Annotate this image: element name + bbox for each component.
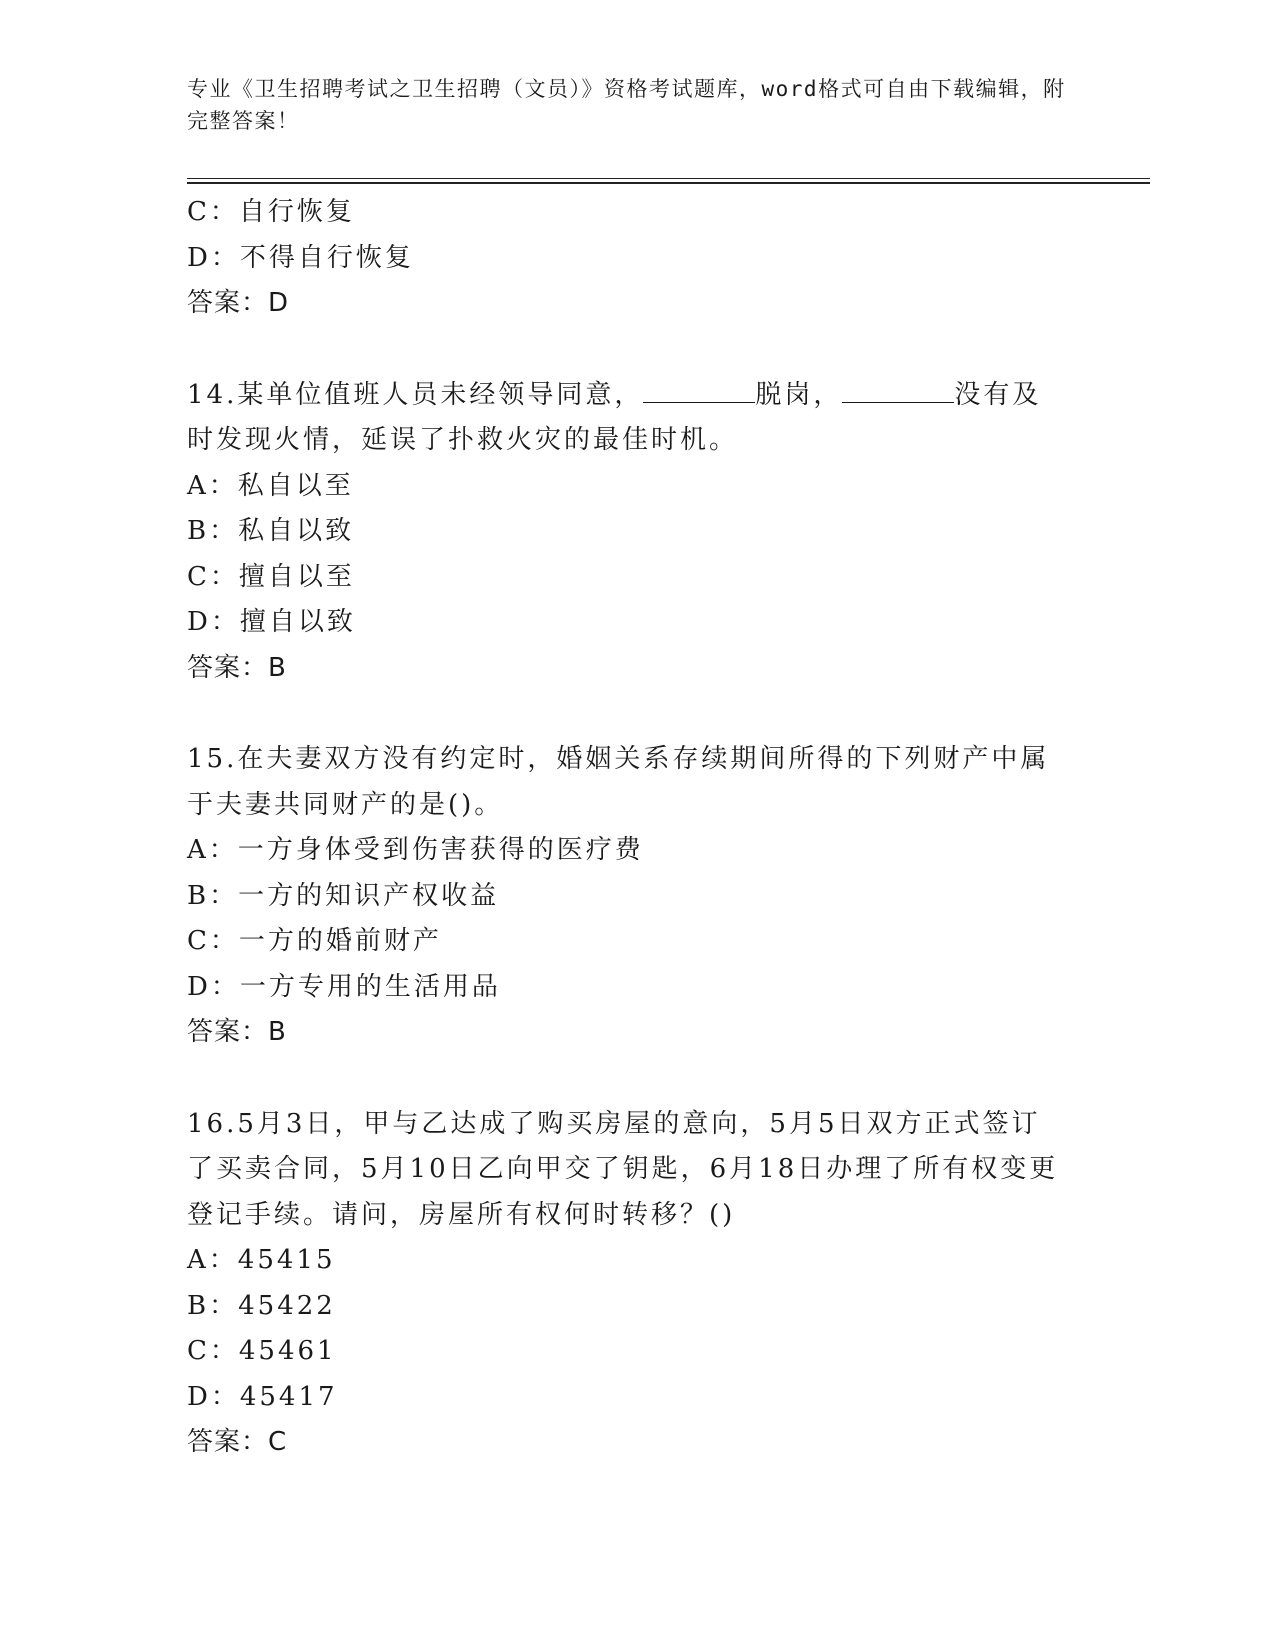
question-content — [187, 190, 1087, 1466]
option-d: D：45417 — [187, 1381, 338, 1412]
option-a: A：私自以至 — [187, 470, 354, 501]
fill-blank-2 — [842, 376, 954, 403]
option-c: C：自行恢复 — [187, 197, 355, 227]
option-b: B：私自以致 — [187, 516, 355, 546]
option-d: D：一方专用的生活用品 — [187, 971, 501, 1002]
answer-line: 答案：B — [187, 1017, 287, 1047]
option-b: B：一方的知识产权收益 — [187, 880, 500, 911]
question-16 — [187, 1102, 1087, 1466]
question-stem: 15.在夫妻双方没有约定时，婚姻关系存续期间所得的下列财产中属于夫妻共同财产的是()。 — [187, 744, 1050, 820]
option-c: C：一方的婚前财产 — [187, 926, 442, 956]
stem-part-c: 没有及时发现火情，延误了扑救火灾的最佳时机。 — [187, 379, 1042, 455]
option-c: C：擅自以至 — [187, 561, 355, 592]
option-c: C：45461 — [187, 1336, 337, 1366]
document-header: 专业《卫生招聘考试之卫生招聘（文员）》资格考试题库，word格式可自由下载编辑，附完整答案！ — [187, 77, 1066, 133]
option-b: B：45422 — [187, 1290, 336, 1321]
header-divider-thick — [187, 182, 1150, 184]
answer-line: 答案：B — [187, 652, 287, 683]
stem-part-a: 14.某单位值班人员未经领导同意， — [187, 379, 644, 410]
answer-line: 答案：D — [187, 288, 290, 318]
stem-part-b: 脱岗， — [755, 379, 843, 410]
answer-line: 答案：C — [187, 1427, 288, 1457]
option-d: D：擅自以致 — [187, 607, 356, 637]
option-a: A：45415 — [187, 1245, 336, 1275]
fill-blank-1 — [643, 376, 755, 403]
question-stem — [187, 373, 1067, 464]
header-divider-thin — [187, 178, 1150, 179]
question-13-tail — [187, 190, 1087, 327]
spacer — [187, 327, 1087, 373]
question-15 — [187, 737, 1087, 1056]
spacer — [187, 691, 1087, 737]
question-stem: 16.5月3日，甲与乙达成了购买房屋的意向，5月5日双方正式签订了买卖合同，5月10日乙向甲交了钥匙，6月18日办理了所有权变更登记手续。请问，房屋所有权何时转移？() — [187, 1108, 1059, 1230]
spacer — [187, 1056, 1087, 1102]
question-14 — [187, 373, 1087, 692]
option-d: D：不得自行恢复 — [187, 242, 414, 273]
option-a: A：一方身体受到伤害获得的医疗费 — [187, 835, 644, 865]
